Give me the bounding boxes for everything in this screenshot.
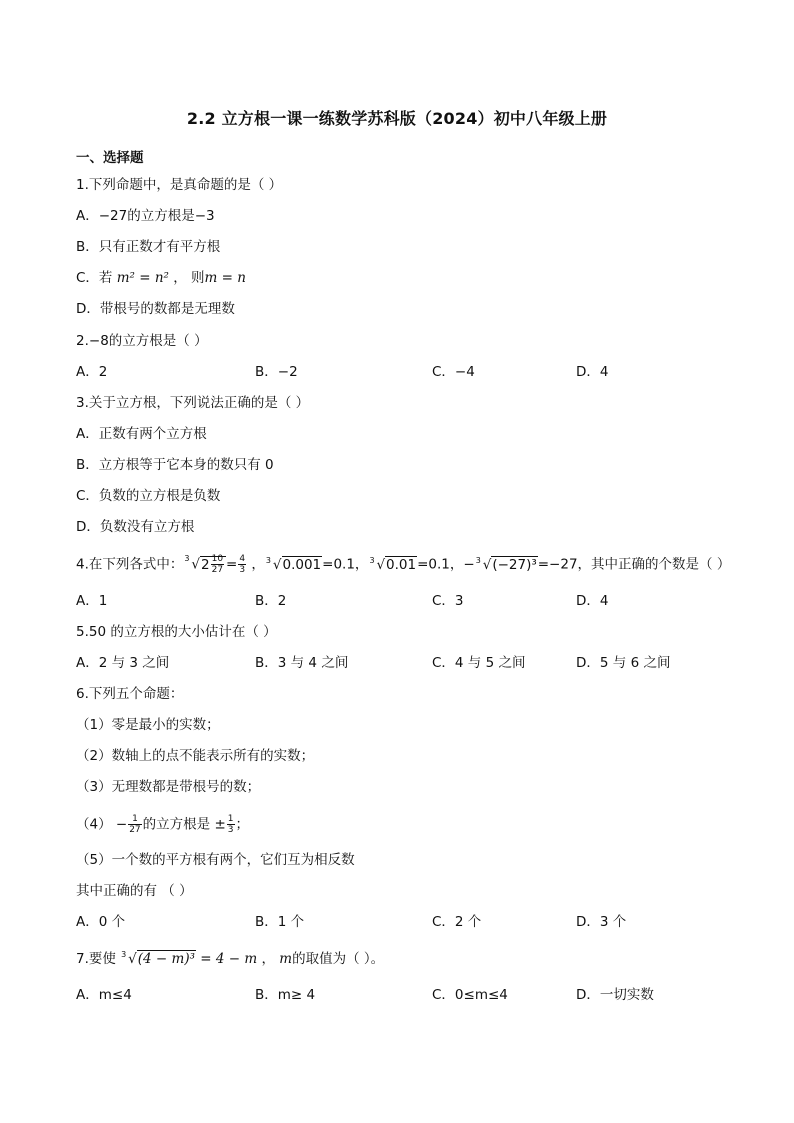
question-2-stem: 2.−8的立方根是（ ） xyxy=(76,333,208,349)
question-6-option-d: D．3 个 xyxy=(576,914,627,930)
question-7-option-a: A．m≤4 xyxy=(76,987,132,1003)
question-4-prefix: 4.在下列各式中： xyxy=(76,556,184,573)
question-2-option-a: A．2 xyxy=(76,364,108,380)
question-1-option-c xyxy=(76,269,246,287)
cube-root-neg27-cubed: 3 √(−27)³ xyxy=(475,555,537,573)
question-6-option-c: C．2 个 xyxy=(432,914,482,930)
question-3-option-d: D．负数没有立方根 xyxy=(76,519,195,535)
radical-sign-icon: √ xyxy=(272,556,282,573)
question-4-option-b: B．2 xyxy=(255,593,287,609)
question-2-option-b: B．−2 xyxy=(255,364,298,380)
question-7-option-d: D．一切实数 xyxy=(576,987,654,1003)
question-2-option-d: D．4 xyxy=(576,364,609,380)
fraction-one-27th: $\frac{1}{27}$ xyxy=(129,814,141,835)
question-7-option-b: B．m≥ 4 xyxy=(255,987,316,1003)
radical-sign-icon: √ xyxy=(128,951,137,967)
question-6-stem: 6.下列五个命题： xyxy=(76,686,184,702)
question-1-option-a: A．−27的立方根是−3 xyxy=(76,208,215,224)
radical-sign-icon: √ xyxy=(191,556,200,573)
question-6-statement-4: （4） − $\frac{1}{27}$ 的立方根是 ± $\frac{1}{3}$ ； xyxy=(76,814,249,835)
question-5-option-b: B．3 与 4 之间 xyxy=(255,655,349,671)
question-5-option-a: A．2 与 3 之间 xyxy=(76,655,170,671)
cube-root-0-01: 3 √0.01 xyxy=(369,555,417,573)
question-3-option-c: C．负数的立方根是负数 xyxy=(76,488,221,504)
question-1-option-d: D．带根号的数都是无理数 xyxy=(76,301,235,317)
question-6-statement-3: （3）无理数都是带根号的数； xyxy=(76,779,261,795)
option-c-prefix: C．若 xyxy=(76,270,117,286)
question-3-option-b: B．立方根等于它本身的数只有 0 xyxy=(76,457,274,473)
question-3-option-a: A．正数有两个立方根 xyxy=(76,426,207,442)
question-4-stem: 4.在下列各式中： 3 √2 $\frac{10}{27}$ = $\frac{4}{3}$ ， 3 √0.001=0.1， 3 √0.01=0.1，− 3 √(−27)³=−27，其中正确的个数是（ ） xyxy=(76,554,731,575)
question-5-stem: 5.50 的立方根的大小估计在（ ） xyxy=(76,624,277,640)
equation-m2-n2: m² = n² xyxy=(116,270,169,286)
question-7-stem: 7.要使 3 √(4 − m)³ = 4 − m ， m的取值为（ ）。 xyxy=(76,950,385,967)
question-4-option-c: C．3 xyxy=(432,593,464,609)
question-6-statement-5: （5）一个数的平方根有两个，它们互为相反数 xyxy=(76,852,355,868)
equation-m-n: m = n xyxy=(204,270,246,286)
question-5-option-c: C．4 与 5 之间 xyxy=(432,655,526,671)
question-6-option-b: B．1 个 xyxy=(255,914,305,930)
fraction-one-third: $\frac{1}{3}$ xyxy=(227,814,234,835)
question-6-option-a: A．0 个 xyxy=(76,914,126,930)
cube-root-0-001: 3 √0.001 xyxy=(265,555,322,573)
page-title: 2.2 立方根一课一练数学苏科版（2024）初中八年级上册 xyxy=(186,109,608,128)
cube-root-mixed-number: 3 √2 $\frac{10}{27}$ xyxy=(191,554,226,575)
question-4-option-a: A．1 xyxy=(76,593,108,609)
question-2-option-c: C．−4 xyxy=(432,364,475,380)
question-6-statement-1: （1）零是最小的实数； xyxy=(76,717,220,733)
question-3-stem: 3.关于立方根，下列说法正确的是（ ） xyxy=(76,395,310,411)
question-1-option-b: B．只有正数才有平方根 xyxy=(76,239,221,255)
question-4-option-d: D．4 xyxy=(576,593,609,609)
option-c-middle: ， 则 xyxy=(168,270,205,286)
radical-sign-icon: √ xyxy=(482,556,492,573)
question-5-option-d: D．5 与 6 之间 xyxy=(576,655,671,671)
question-1-stem: 1.下列命题中，是真命题的是（ ） xyxy=(76,177,283,193)
section-heading: 一、选择题 xyxy=(76,150,144,166)
question-6-statement-2: （2）数轴上的点不能表示所有的实数； xyxy=(76,748,315,764)
radical-sign-icon: √ xyxy=(376,556,386,573)
question-7-option-c: C．0≤m≤4 xyxy=(432,987,508,1003)
question-6-ask: 其中正确的有 （ ） xyxy=(76,883,193,899)
cube-root-4-minus-m-cubed: 3 √(4 − m)³ xyxy=(121,950,196,967)
fraction-four-thirds: $\frac{4}{3}$ xyxy=(239,554,246,575)
